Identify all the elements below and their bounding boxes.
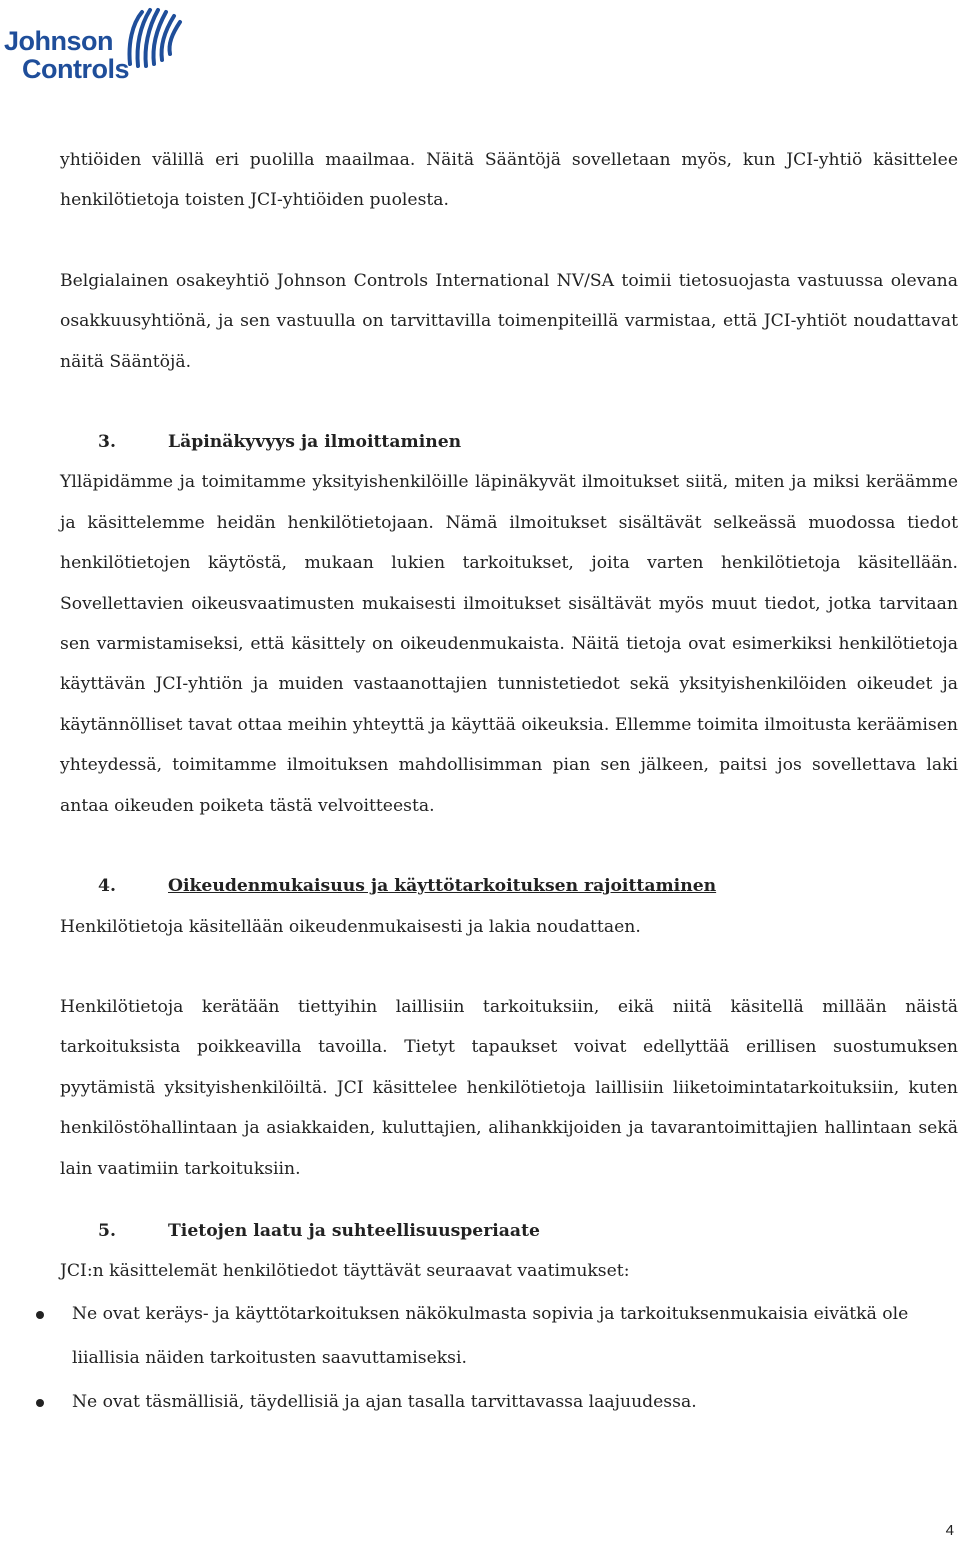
paragraph-intro: yhtiöiden välillä eri puolilla maailmaa. Näitä Sääntöjä sovelletaan myös, kun JCI-yhtiö käsittelee henkilötietoja toisten JCI-yhtiöiden puolesta. — [60, 150, 958, 211]
section-number: 5. — [98, 1220, 116, 1241]
section-title: Oikeudenmukaisuus ja käyttötarkoituksen rajoittaminen — [168, 876, 717, 897]
section-number: 4. — [98, 876, 116, 897]
document-body — [60, 140, 958, 1424]
section-heading-3 — [60, 422, 958, 462]
logo-text-line1: Johnson — [4, 26, 113, 56]
section-5-intro: JCI:n käsittelemät henkilötiedot täyttävät seuraavat vaatimukset: — [60, 1261, 630, 1282]
page-number: 4 — [945, 1522, 954, 1539]
logo-text-line2: Controls — [22, 54, 129, 84]
logo-swoosh-icon — [124, 4, 194, 74]
list-item-text: Ne ovat täsmällisiä, täydellisiä ja ajan tasalla tarvittavassa laajuudessa. — [72, 1391, 697, 1412]
bullet-icon — [36, 1311, 44, 1319]
section-title: Läpinäkyvyys ja ilmoittaminen — [168, 432, 462, 453]
requirements-list — [0, 1292, 958, 1424]
section-4-paragraph-1: Henkilötietoja käsitellään oikeudenmukaisesti ja lakia noudattaen. — [60, 916, 641, 937]
section-heading-4 — [60, 866, 958, 906]
list-item — [0, 1380, 958, 1424]
bullet-icon — [36, 1399, 44, 1407]
section-heading-5 — [60, 1211, 958, 1251]
section-number: 3. — [98, 432, 116, 453]
paragraph-responsibility: Belgialainen osakeyhtiö Johnson Controls International NV/SA toimii tietosuojasta vastuussa olevana osakkuusyhtiönä, ja sen vastuulla on tarvittavilla toimenpiteillä varmistaa, että JCI-yhtiöt noudattavat näitä Sääntöjä. — [60, 270, 958, 372]
list-item — [0, 1292, 958, 1380]
company-logo — [4, 4, 204, 88]
section-title: Tietojen laatu ja suhteellisuusperiaate — [168, 1220, 540, 1241]
list-item-text: Ne ovat keräys- ja käyttötarkoituksen näkökulmasta sopivia ja tarkoituksenmukaisia eivätkä ole liiallisia näiden tarkoitusten saavuttamiseksi. — [72, 1303, 909, 1368]
section-4-paragraph-2: Henkilötietoja kerätään tiettyihin laillisiin tarkoituksiin, eikä niitä käsitellä millään näistä tarkoituksista poikkeavilla tavoilla. Tietyt tapaukset voivat edellyttää erillisen suostumuksen pyytämistä yksityishenkilöiltä. JCI käsittelee henkilötietoja laillisiin liiketoimintatarkoituksiin, kuten henkilöstöhallintaan ja asiakkaiden, kuluttajien, alihankkijoiden ja tavarantoimittajien hallintaan sekä lain vaatimiin tarkoituksiin. — [60, 996, 958, 1179]
section-3-paragraph: Ylläpidämme ja toimitamme yksityishenkilöille läpinäkyvät ilmoitukset siitä, miten ja miksi keräämme ja käsittelemme heidän henkilötietojaan. Nämä ilmoitukset sisältävät selkeässä muodossa tiedot henkilötietojen käytöstä, mukaan lukien tarkoitukset, joita varten henkilötietoja käsitellään. Sovellettavien oikeusvaatimusten mukaisesti ilmoitukset sisältävät myös muut tiedot, jotka tarvitaan sen varmistamiseksi, että käsittely on oikeudenmukaista. Näitä tietoja ovat esimerkiksi henkilötietoja käyttävän JCI-yhtiön ja muiden vastaanottajien tunnistetiedot sekä yksityishenkilöiden oikeudet ja käytännölliset tavat ottaa meihin yhteyttä ja käyttää oikeuksia. Ellemme toimita ilmoitusta keräämisen yhteydessä, toimitamme ilmoituksen mahdollisimman pian sen jälkeen, paitsi jos sovellettava laki antaa oikeuden poiketa tästä velvoitteesta. — [60, 472, 958, 816]
